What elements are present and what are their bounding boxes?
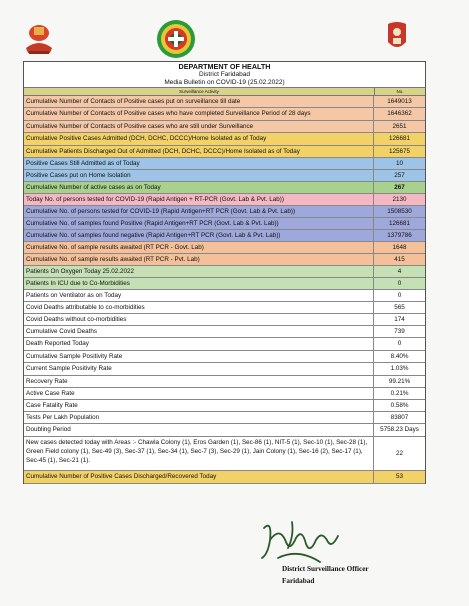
row-value: 415: [374, 254, 425, 265]
row-value: 8.40%: [374, 351, 425, 362]
table-row: [24, 121, 425, 133]
table-row: [24, 218, 425, 230]
signatory-title: District Surveillance Officer: [282, 565, 369, 573]
row-value: 739: [374, 326, 425, 337]
table-row: [24, 412, 425, 424]
table-row: [24, 326, 425, 338]
table-row: [24, 242, 425, 254]
table-row: [24, 290, 425, 302]
row-label: Recovery Rate: [24, 376, 374, 387]
row-value: 0.58%: [374, 400, 425, 411]
table-row: [24, 108, 425, 121]
table-row: [24, 158, 425, 170]
table-row: [24, 314, 425, 326]
row-value: 565: [374, 302, 425, 313]
row-value: 1508530: [374, 206, 425, 217]
row-value: 4: [374, 266, 425, 277]
column-header-number: No.: [396, 89, 404, 94]
table-row: [24, 254, 425, 266]
row-label: Cumulative Covid Deaths: [24, 326, 374, 337]
bulletin-header: [24, 62, 425, 88]
table-row: [24, 363, 425, 376]
table-row: [24, 278, 425, 290]
row-value: 1379786: [374, 230, 425, 241]
table-row: [24, 400, 425, 412]
row-value: 1648: [374, 242, 425, 253]
table-row: [24, 146, 425, 158]
row-label: Cumulative Patients Discharged Out of Admitted (DCH, DCHC, DCCC)/Home Isolated as of Today: [24, 146, 374, 157]
row-label: Cumulative Number of Contacts of Positive cases who have completed Surveillance Period of 28 days: [24, 108, 374, 120]
table-row: [24, 133, 425, 146]
table-row: [24, 388, 425, 400]
bulletin-title: Media Bulletin on COVID-19 (25.02.2022): [164, 79, 285, 86]
row-label: Patients In ICU due to Co-Morbidities: [24, 278, 374, 289]
row-label: Cumulative Number of Contacts of Positive cases who are still under Surveillance: [24, 121, 374, 132]
row-label: Cumulative No. of samples found Positive (Rapid Antigen+RT PCR (Govt. Lab & Pvt. Lab)): [24, 218, 374, 229]
row-label: Patients on Ventilator as on Today: [24, 290, 374, 301]
row-value: 1.03%: [374, 363, 425, 375]
table-row: [24, 471, 425, 484]
row-label: Cumulative No. of samples found negative (Rapid Antigen+RT PCR (Govt. Lab & Pvt. Lab)): [24, 230, 374, 241]
row-label: Doubling Period: [24, 424, 374, 436]
table-row: [24, 351, 425, 363]
row-value: 5758.23 Days: [374, 424, 425, 436]
column-header-activity: Surveillance Activity: [24, 88, 375, 95]
table-row: [24, 338, 425, 351]
row-value: 99.21%: [374, 376, 425, 387]
row-label: Cumulative No. of sample results awaited (RT PCR - Govt. Lab): [24, 242, 374, 253]
row-label: Cumulative No. of sample results awaited (RT PCR - Pvt. Lab): [24, 254, 374, 265]
row-value: 257: [374, 170, 425, 181]
table-body: [24, 96, 425, 484]
row-value: 1646362: [374, 108, 425, 120]
column-header-row: [24, 88, 425, 96]
table-row: [24, 230, 425, 242]
row-value: 2130: [374, 194, 425, 205]
row-value: 53: [374, 471, 425, 483]
district-name: District Faridabad: [199, 71, 250, 78]
row-value: 10: [374, 158, 425, 169]
row-label: Cumulative No. of persons tested for COVID-19 (Rapid Antigen+RT PCR (Govt. Lab & Pvt. Lab)): [24, 206, 374, 217]
row-value: 126681: [374, 218, 425, 229]
table-row: [24, 194, 425, 206]
table-row: [24, 376, 425, 388]
signatory-place: Faridabad: [282, 577, 315, 585]
row-label: New cases detected today with Areas :- Chawla Colony (1), Eros Garden (1), Sec-86 (1), NIT-5 (1), Sec-10 (1), Sec-28 (1), Green Field colony (1), Sec-49 (3), Sec-37 (1), Sec-34 (1), Sec-7 (3), Sec-29 (1), Jain Colony (1), Sec-16 (2), Sec-17 (1), Sec-45 (1), Sec-21 (1).: [24, 437, 374, 470]
row-label: Current Sample Positivity Rate: [24, 363, 374, 375]
table-row: [24, 170, 425, 182]
row-label: Cumulative Positive Cases Admitted (DCH, DCHC, DCCC)/Home Isolated as of Today: [24, 133, 374, 145]
row-value: 22: [374, 437, 425, 470]
row-label: Covid Deaths without co-morbidities: [24, 314, 374, 325]
state-seal-icon: [386, 20, 408, 52]
haryana-emblem-icon: [20, 20, 58, 56]
row-label: Positive Cases put on Home Isolation: [24, 170, 374, 181]
health-department-logo-icon: [156, 19, 196, 59]
row-label: Active Case Rate: [24, 388, 374, 399]
row-label: Today No. of persons tested for COVID-19 (Rapid Antigen + RT-PCR (Govt. Lab & Pvt. Lab)): [24, 194, 374, 205]
row-label: Cumulative Number of Positive Cases Discharged/Recovered Today: [24, 471, 374, 483]
table-row: [24, 302, 425, 314]
row-value: 0.21%: [374, 388, 425, 399]
table-row: [24, 206, 425, 218]
department-title: DEPARTMENT OF HEALTH: [178, 62, 271, 71]
row-value: 125675: [374, 146, 425, 157]
row-value: 0: [374, 338, 425, 350]
table-row: [24, 96, 425, 108]
row-label: Case Fatality Rate: [24, 400, 374, 411]
row-value: 126681: [374, 133, 425, 145]
table-row: [24, 182, 425, 194]
table-row: [24, 266, 425, 278]
row-value: 267: [374, 182, 425, 193]
row-value: 174: [374, 314, 425, 325]
table-row: [24, 424, 425, 437]
row-value: 0: [374, 290, 425, 301]
row-label: Cumulative Sample Positivity Rate: [24, 351, 374, 362]
row-value: 2651: [374, 121, 425, 132]
row-label: Cumulative Number of active cases as on Today: [24, 182, 374, 193]
officer-signature: [258, 518, 348, 570]
row-label: Positive Cases Still Admitted as of Today: [24, 158, 374, 169]
row-label: Tests Per Lakh Population: [24, 412, 374, 423]
row-label: Patients On Oxygen Today 25.02.2022: [24, 266, 374, 277]
row-value: 83807: [374, 412, 425, 423]
row-value: 0: [374, 278, 425, 289]
media-bulletin-table: [23, 61, 426, 484]
row-value: 1649013: [374, 96, 425, 107]
row-label: Covid Deaths attributable to co-morbidities: [24, 302, 374, 313]
table-row: [24, 437, 425, 471]
row-label: Death Reported Today: [24, 338, 374, 350]
row-label: Cumulative Number of Contacts of Positive cases put on surveillance till date: [24, 96, 374, 107]
